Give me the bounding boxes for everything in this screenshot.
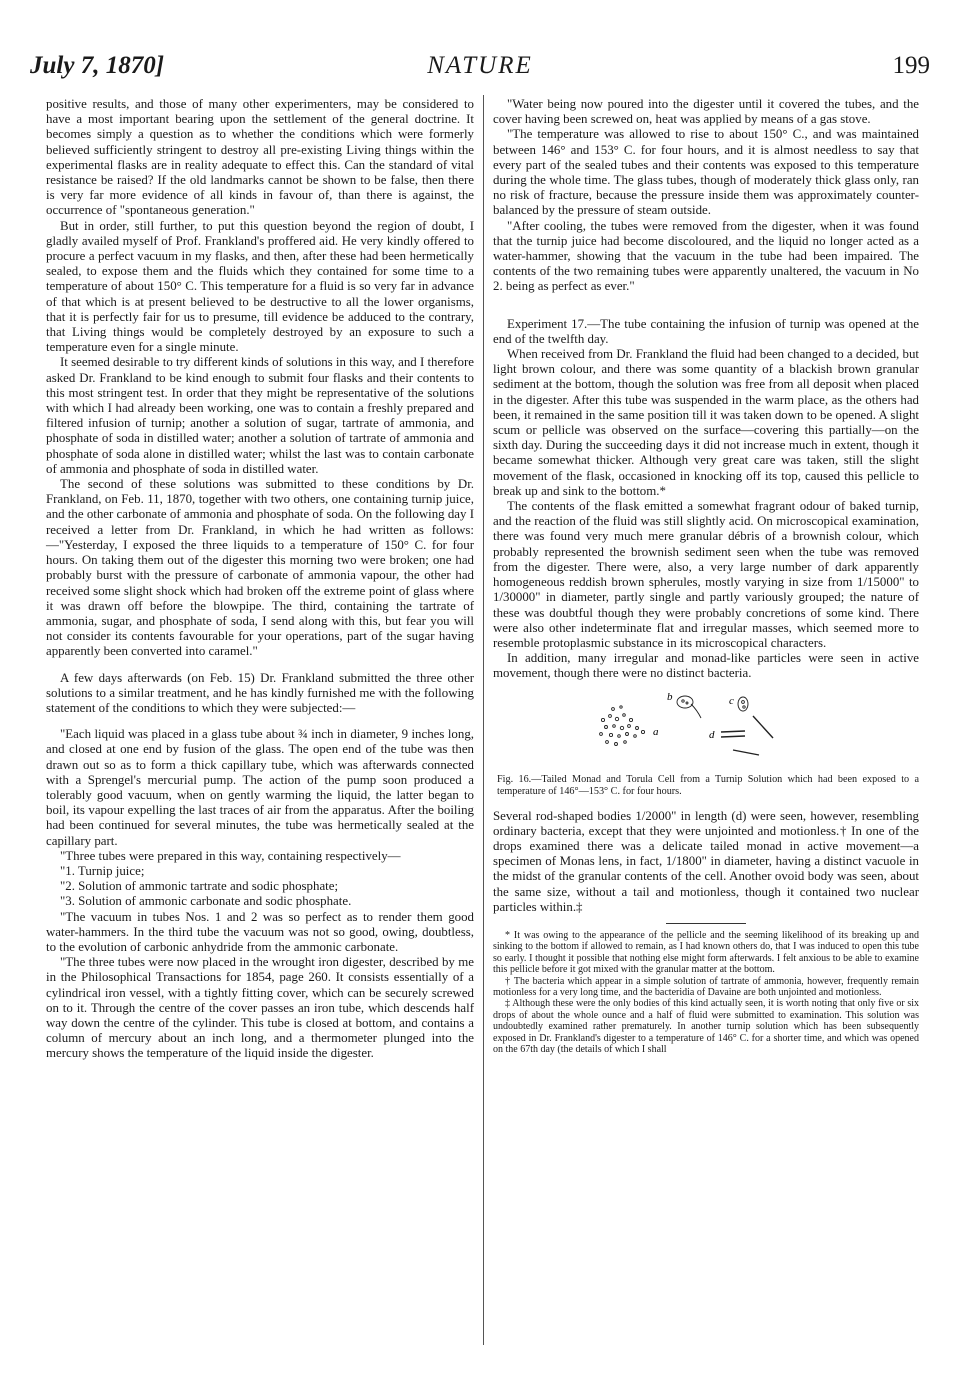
torula-cell-c (738, 697, 748, 711)
tailed-monad-b (677, 696, 701, 718)
paragraph: It seemed desirable to try different kinds of solutions in this way, and I therefore asked Dr. Frankland to be kind enough to submit four flasks and their contents to this most stringent test. In order that they might be representative of the solutions with which I had already been working, one was to contain a freshly prepared and filtered infusion of turnip; another a solution of sugar, tartrate of ammonia, and phosphate of soda in distilled water; another a solution of tartrate of ammonia and phosphate of soda alone in distilled water; whilst the last was to contain carbonate of ammonia and phosphate of soda in distilled water. (46, 355, 474, 476)
paragraph: "The vacuum in tubes Nos. 1 and 2 was so perfect as to render them good water-hammers. In the third tube the vacuum was not so good, owing, doubtless, to the evolution of carbonic anhydride from the ammonic carbonate. (46, 909, 474, 954)
paragraph: The second of these solutions was submitted to these conditions by Dr. Frankland, on Feb. 11, 1870, together with two others, one containing turnip juice, and the other carbonate of ammonia and phosphate of soda. On the following day I received a letter from Dr. Frankland, in which he had written as follows:—"Yesterday, I exposed the three liquids to a temperature of 150° C. for four hours. On taking them out of the digester this morning two were broken; one had probably burst with the pressure of carbonate of ammonia vapour, the other had received some slight shock which had broken off the extreme point of glass where it was drawn off before the blowpipe. The third, containing the tartrate of ammonia, sugar, and phosphate of soda, I send along with this, but fear you will not consider its contents favourable for your operations, part of the sugar having apparently been converted into caramel." (46, 477, 474, 659)
paragraph: "The three tubes were now placed in the wrought iron digester, described by me in the Philosophical Transactions for 1854, page 260. It consists essentially of a cylindrical iron vessel, with a tightly fitting cover, which can be securely screwed on to it. Through the centre of the cover passes an iron tube, which descends half way down the centre of the cylinder. This tube is closed at bottom, and contains a column of mercury about an inch long, and a thermometer plunged into the mercury shows the temperature of the liquid inside the digester. (46, 955, 474, 1061)
page-number: 199 (892, 52, 930, 79)
figure-label-c: c (729, 694, 734, 707)
figure-illustration (583, 690, 843, 770)
footnote: ‡ Although these were the only bodies of this kind actually seen, it is worth noting that only five or six drops of about the whole ounce and a half of fluid were submitted to examination. This solution was undoubtedly examined rather prematurely. In another turnip solution which has been subsequently exposed in Dr. Frankland's digester to a temperature of 146° C. for a shorter time, and which was opened on the 67th day (the details of which I shall (493, 998, 919, 1055)
figure-caption: Fig. 16.—Tailed Monad and Torula Cell from a Turnip Solution which had been exposed to a temperature of 146°—153° C. for four hours. (497, 773, 919, 797)
paragraph: In addition, many irregular and monad-like particles were seen in active movement, though there were no distinct bacteria. (493, 651, 919, 681)
figure-label-b: b (667, 690, 673, 703)
paragraph: A few days afterwards (on Feb. 15) Dr. Frankland submitted the three other solutions to a similar treatment, and he has kindly furnished me with the following statement of the conditions to which they were subjected:— (46, 670, 474, 715)
paragraph: "After cooling, the tubes were removed from the digester, when it was found that the turnip juice had become discoloured, and the liquid no longer acted as a water-hammer, showing that the vacuum in the tube had been impaired. The contents of the two remaining tubes were apparently unaltered, the vacuum in No 2. being as perfect as ever." (493, 218, 919, 294)
figure-16 (493, 690, 919, 772)
paragraph: positive results, and those of many other experimenters, may be considered to have a most important bearing upon the settlement of the general doctrine. It becomes simply a question as to whether the conditions which were formerly believed sufficiently stringent to destroy all pre-existing Living things within the experimental flasks are in reality adequate to effect this. Can the standard of vital resistance be raised? If the old landmarks cannot be shown to be false, then there is very far more evidence of all kinds in favour of, than there is against, the occurrence of "spontaneous generation." (46, 97, 474, 218)
page-header (30, 50, 930, 90)
paragraph: The contents of the flask emitted a somewhat fragrant odour of baked turnip, and the reaction of the fluid was still slightly acid. On microscopical examination, there was found very much mere granular débris of a brownish colour, which probably represented the brownish sediment seen when the tube was removed from the digester. There were, also, a very large number of dark apparently homogeneous reddish brown spherules, mostly varying in size from 1/15000" to 1/30000" in diameter, partly single and partly variously grouped; the nature of these was doubtful though they were probably concretions of some kind. There were also other indeterminate flat and irregular masses, which seemed more to resemble protoplasmic substance in its microscopical characters. (493, 499, 919, 650)
paragraph: Experiment 17.—The tube containing the infusion of turnip was opened at the end of the twelfth day. (493, 316, 919, 346)
paragraph: Several rod-shaped bodies 1/2000" in length (d) were seen, however, resembling ordinary bacteria, except that they were unjointed and motionless.† In one of the drops examined there was a delicate tailed monad in active movement—a specimen of Monas lens, in fact, 1/1800" in diameter, having a distinct vacuole in the midst of the granular contents of the cell. Another ovoid body was seen, about the same size, without a tail and motionless, though it contained two nuclear particles within.‡ (493, 808, 919, 914)
list-item: "2. Solution of ammonic tartrate and sodic phosphate; (60, 879, 339, 894)
journal-title: NATURE (427, 52, 533, 79)
figure-label-a: a (653, 725, 659, 738)
left-column (46, 97, 474, 1062)
list-item: "1. Turnip juice; (60, 863, 145, 878)
paragraph: "Each liquid was placed in a glass tube about ¾ inch in diameter, 9 inches long, and closed at one end by fusion of the glass. The open end of the tube was then drawn out so as to form a thick capillary tube, which was afterwards connected with a Sprengel's mercurial pump. The action of the pump soon produced a tolerably good vacuum, when on gently warming the liquid, the latter began to boil, its vapour expelling the last traces of air from the apparatus. After the boiling had been continued for several minutes, the tube was hermetically sealed at the capillary part. (46, 727, 474, 848)
right-column (493, 97, 919, 1055)
column-divider (483, 95, 484, 1345)
footnote: * It was owing to the appearance of the pellicle and the seeming likelihood of its breaking up and sinking to the bottom if allowed to remain, as I had known others do, that I was induced to open this tube so early. I thought it possible that nothing else might form afterwards. I felt anxious to be able to examine this pellicle before it got mixed with the granular matter at the bottom. (493, 929, 919, 976)
paragraph: "Three tubes were prepared in this way, containing respectively— (60, 848, 401, 863)
footnotes (493, 930, 919, 1055)
list-item: "3. Solution of ammonic carbonate and sodic phosphate. (60, 894, 352, 909)
figure-label-d: d (709, 728, 715, 741)
paragraph: But in order, still further, to put this question beyond the region of doubt, I gladly availed myself of Prof. Frankland's proffered aid. He very kindly offered to procure a perfect vacuum in my flasks, and then, after these had been hermetically sealed, to expose them and the fluids which they contained for some time to a temperature of about 150° C. This temperature for a fluid is so very far in advance of that which is at present believed to be destructive to all the lower organisms, that it is perfectly fair for us to presume, till evidence be adduced to the contrary, that Living things would be completely destroyed by an exposure to such a temperature even for a single minute. (46, 218, 474, 355)
paragraph: "The temperature was allowed to rise to about 150° C., and was maintained between 146° and 153° C. for four hours, and it is almost needless to say that every part of the sealed tubes and their contents was exposed to this temperature during the whole time. The glass tubes, though of moderately thick glass only, ran no risk of fracture, because the pressure inside them was approximately counter-balanced by the pressure of steam outside. (493, 127, 919, 218)
footnote: † The bacteria which appear in a simple solution of tartrate of ammonia, however, frequently remain motionless for a very long time, and the bacteridia of Davaine are both unjointed and motionless. (493, 975, 919, 998)
paragraph: "Water being now poured into the digester until it covered the tubes, and the cover having been screwed on, heat was applied by means of a gas stove. (493, 97, 919, 127)
rod-bodies-d (721, 716, 773, 755)
paragraph: When received from Dr. Frankland the fluid had been changed to a decided, but light brown colour, and there was some quantity of a blackish brown granular sediment at the bottom, though the solution was free from all deposit when placed in the digester. After this tube was suspended in the warm place, as the others had been, it remained in the same position till it was taken down to be opened. A slight scum or pellicle was observed on the surface—covering this partially—on the sixth day. During the succeeding days it did not increase much in extent, though it became somewhat thicker. Although very great care was taken, still the slight movement of the flask, occasioned in knocking off its top, caused this pellicle to break up and sink to the bottom.* (493, 347, 919, 498)
footnote-separator (666, 923, 746, 924)
issue-date: July 7, 1870] (30, 52, 165, 79)
granule-cluster-a (600, 705, 645, 745)
